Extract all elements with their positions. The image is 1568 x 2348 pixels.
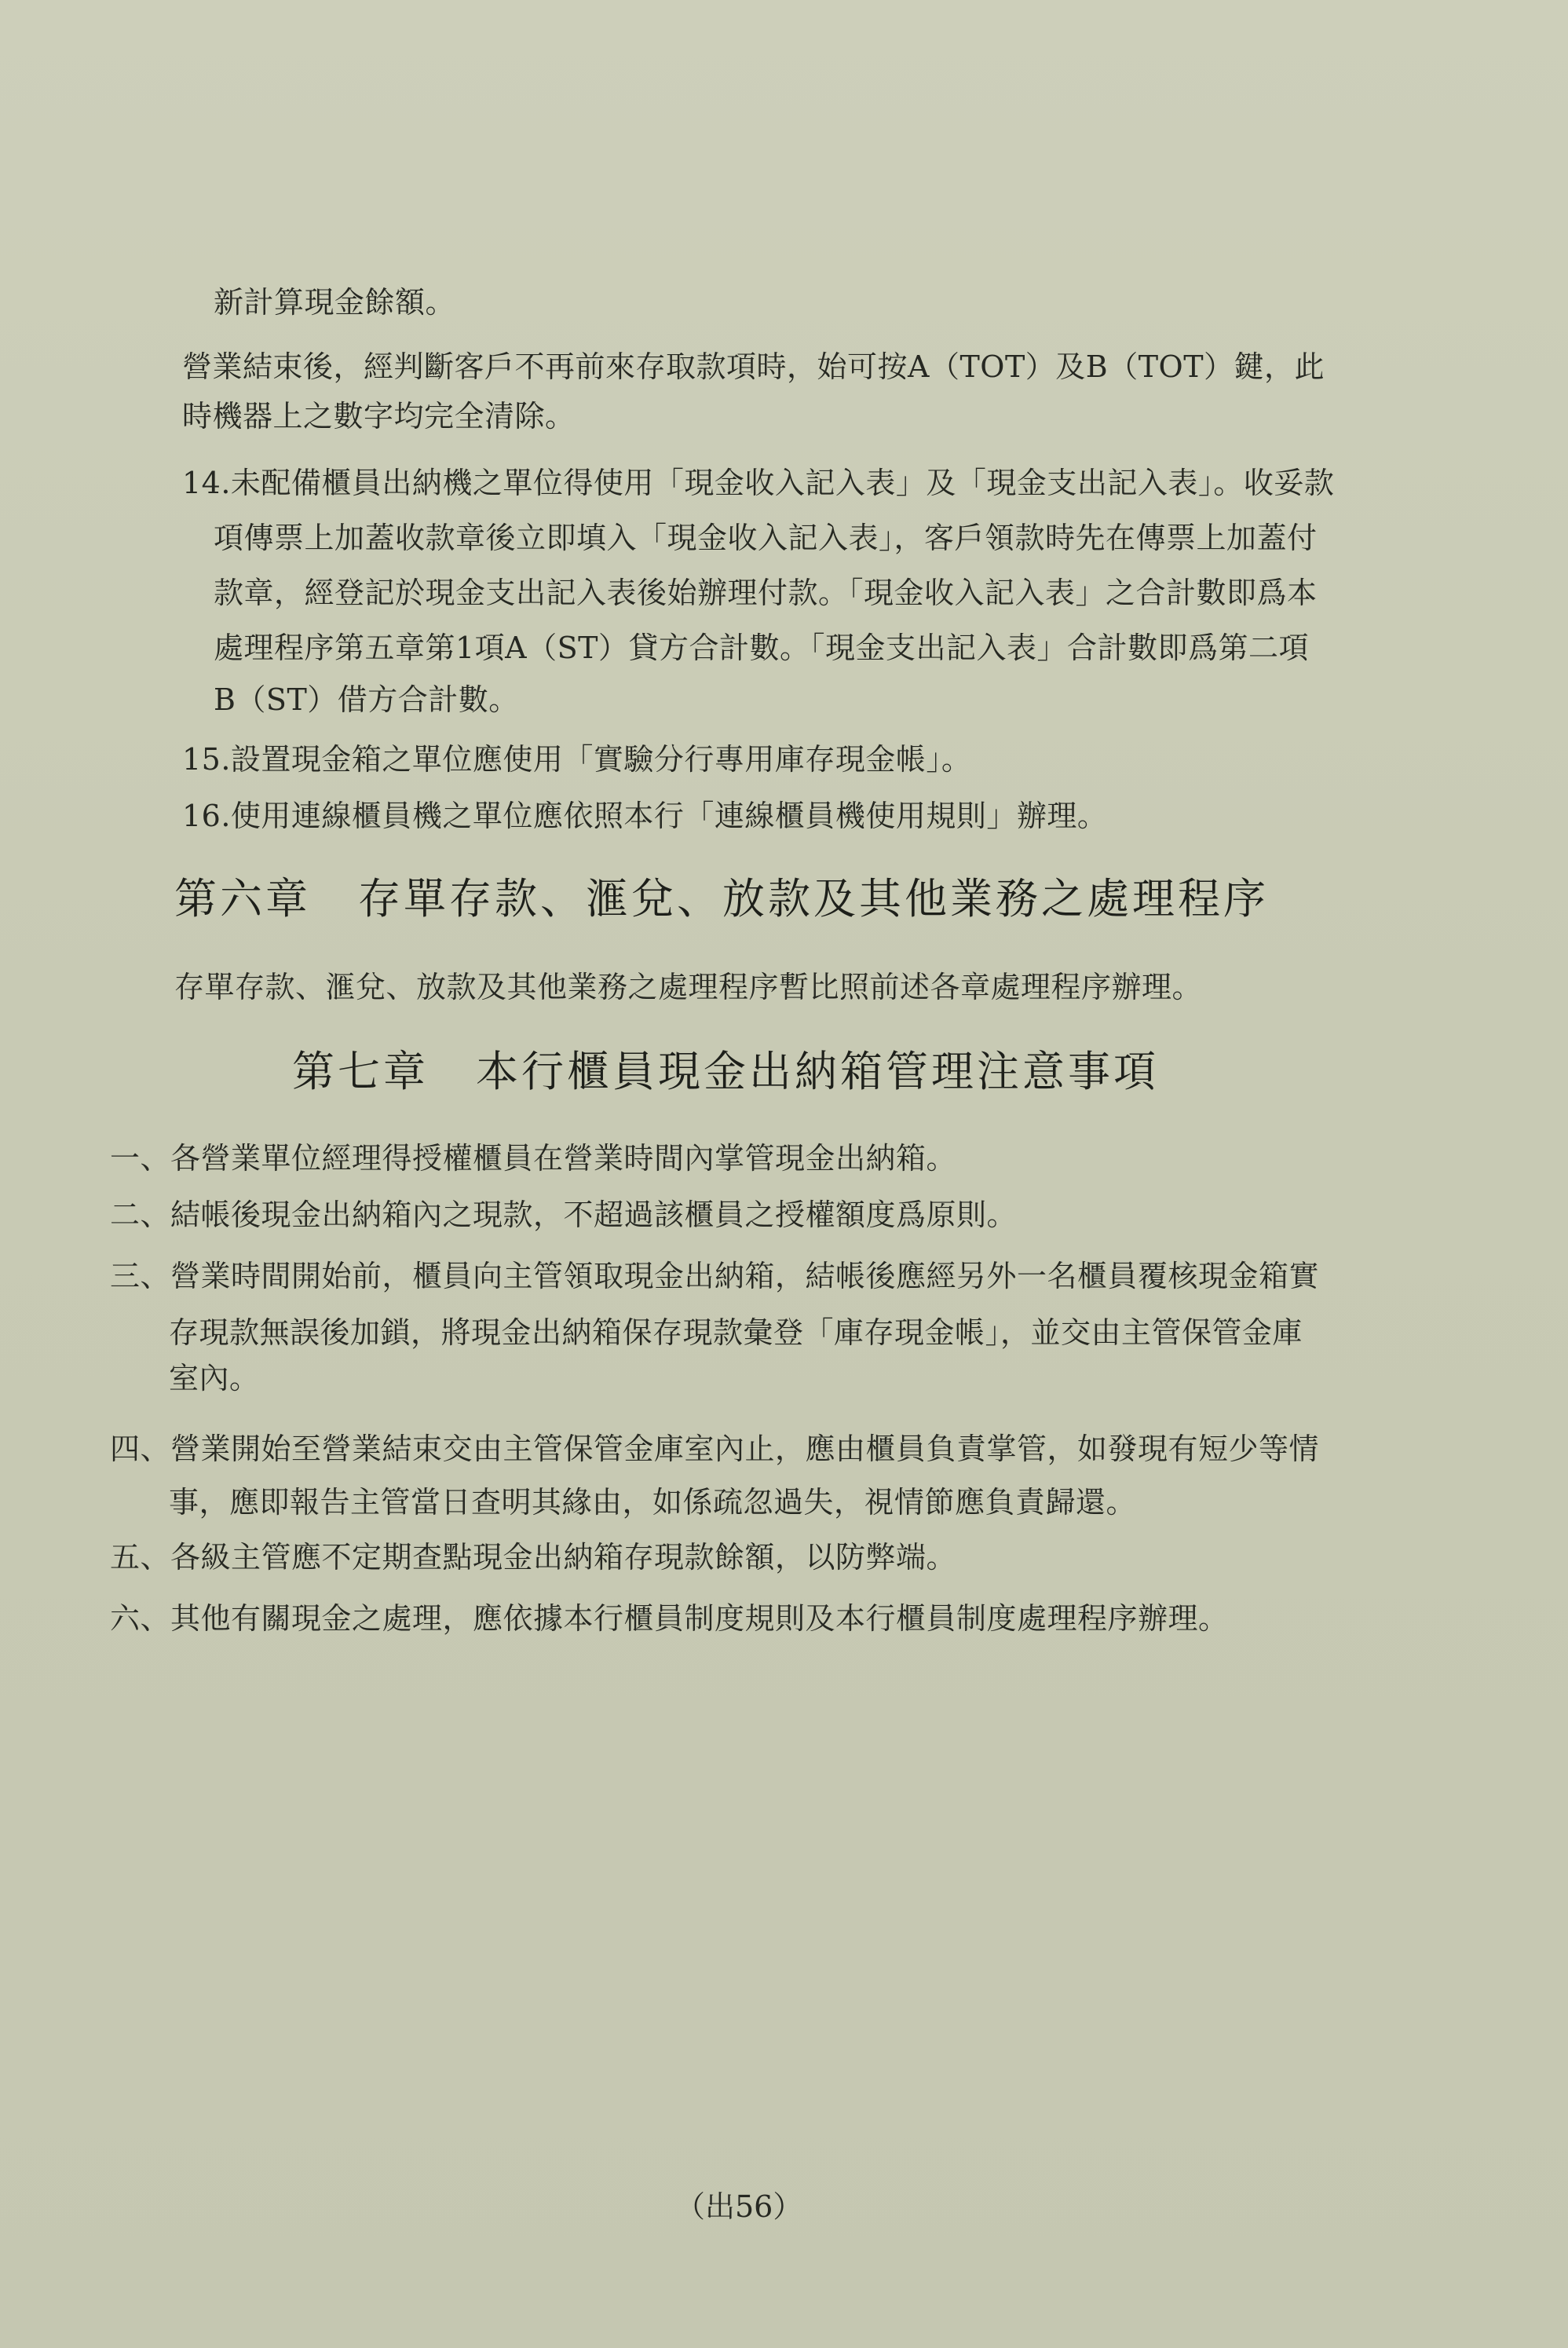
chapter-7-title: 本行櫃員現金出納箱管理注意事項 — [476, 1047, 1159, 1096]
list-item-16: 16.使用連線櫃員機之單位應依照本行「連線櫃員機使用規則」辦理。 — [182, 799, 1108, 833]
chapter-7-item-3: 三、營業時間開始前，櫃員向主管領取現金出納箱，結帳後應經另外一名櫃員覆核現金箱實 — [110, 1259, 1320, 1293]
chapter-6-body: 存單存款、滙兌、放款及其他業務之處理程序暫比照前述各章處理程序辦理。 — [174, 970, 1203, 1004]
chapter-6-heading — [174, 872, 1269, 927]
list-item-15: 15.設置現金箱之單位應使用「實驗分行專用庫存現金帳」。 — [182, 742, 972, 777]
chapter-7-item-6: 六、其他有關現金之處理，應依據本行櫃員制度規則及本行櫃員制度處理程序辦理。 — [110, 1601, 1229, 1636]
body-line: B（ST）借方合計數。 — [214, 682, 519, 717]
body-line: 時機器上之數字均完全清除。 — [182, 399, 576, 433]
body-line: 營業結束後，經判斷客戶不再前來存取款項時，始可按A（TOT）及B（TOT）鍵，此 — [182, 349, 1325, 384]
chapter-7-heading — [292, 1044, 1159, 1099]
chapter-6-title: 存單存款、滙兌、放款及其他業務之處理程序 — [358, 874, 1269, 923]
chapter-7-item-2: 二、結帳後現金出納箱內之現款，不超過該櫃員之授權額度爲原則。 — [110, 1198, 1018, 1232]
body-line: 項傳票上加蓋收款章後立即填入「現金收入記入表」，客戶領款時先在傳票上加蓋付 — [214, 521, 1318, 555]
body-line: 處理程序第五章第1項A（ST）貸方合計數。「現金支出記入表」合計數即爲第二項 — [214, 631, 1310, 665]
chapter-7-item-1: 一、各營業單位經理得授權櫃員在營業時間內掌管現金出納箱。 — [110, 1141, 957, 1176]
list-item-14: 14.未配備櫃員出納機之單位得使用「現金收入記入表」及「現金支出記入表」。收妥款 — [182, 466, 1335, 500]
body-line: 新計算現金餘額。 — [214, 285, 456, 320]
page-number: （出56） — [675, 2189, 803, 2224]
chapter-6-number: 第六章 — [174, 874, 311, 923]
chapter-7-item-5: 五、各級主管應不定期查點現金出納箱存現款餘額，以防弊端。 — [110, 1540, 957, 1574]
chapter-7-number: 第七章 — [292, 1047, 429, 1096]
chapter-7-item-4: 四、營業開始至營業結束交由主管保管金庫室內止，應由櫃員負責掌管，如發現有短少等情 — [110, 1432, 1320, 1466]
chapter-7-item-4-cont: 事，應即報告主管當日查明其緣由，如係疏忽過失，視情節應負責歸還。 — [169, 1485, 1137, 1520]
chapter-7-item-3-cont: 室內。 — [169, 1361, 260, 1395]
body-line: 款章，經登記於現金支出記入表後始辦理付款。「現金收入記入表」之合計數即爲本 — [214, 576, 1318, 610]
chapter-7-item-3-cont: 存現款無誤後加鎖，將現金出納箱保存現款彙登「庫存現金帳」，並交由主管保管金庫 — [169, 1315, 1303, 1350]
